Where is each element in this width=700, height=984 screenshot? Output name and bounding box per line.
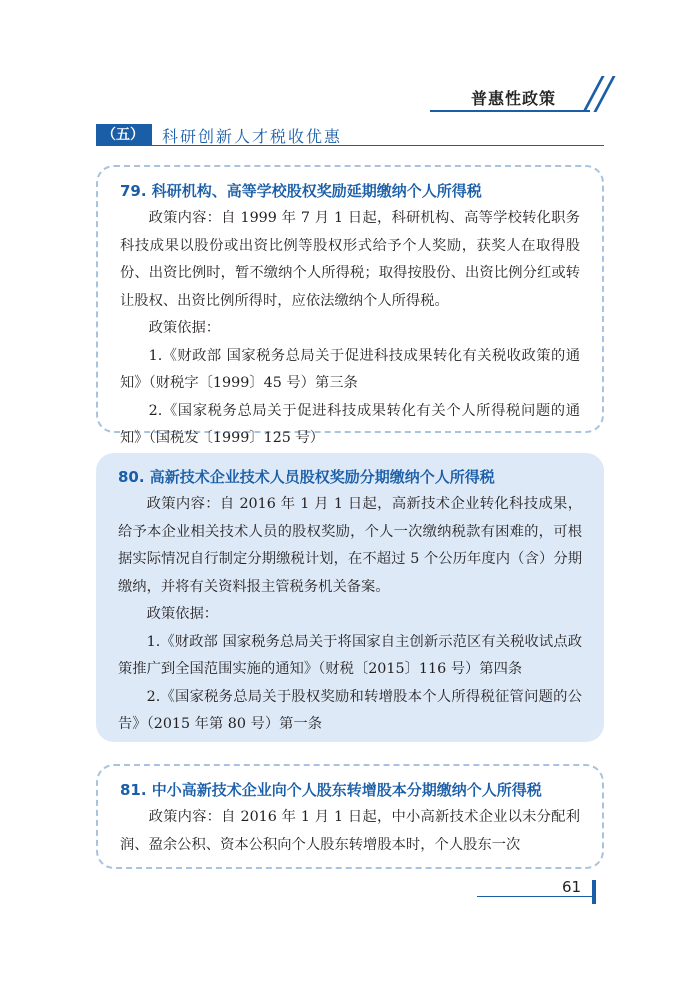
policy-basis-item: 1.《财政部 国家税务总局关于将国家自主创新示范区有关税收试点政策推广到全国范围实施的通知》（财税〔2015〕116 号）第四条 [118,633,582,677]
footer-rule [477,896,595,897]
policy-basis-label: 政策依据： [148,320,221,336]
policy-card-79 [96,165,604,446]
policy-basis-item: 2.《国家税务总局关于促进科技成果转化有关个人所得税问题的通知》（国税发〔1999〕125 号） [120,402,580,446]
section-number: （五） [96,124,152,146]
header-title: 普惠性政策 [471,89,557,108]
policy-basis-item: 1.《财政部 国家税务总局关于促进科技成果转化有关税收政策的通知》（财税字〔1999〕45 号）第三条 [120,347,580,391]
section-heading [96,124,342,146]
policy-content: 政策内容：自 2016 年 1 月 1 日起，高新技术企业转化科技成果，给予本企业相关技术人员的股权奖励，个人一次缴纳税款有困难的，可根据实际情况自行制定分期缴税计划，在不超过 5 个公历年度内（含）分期缴纳，并将有关资料报主管税务机关备案。 [118,496,582,595]
policy-card-81 [96,764,604,869]
page-number: 61 [562,878,582,896]
header-rule [430,110,590,112]
section-title: 科研创新人才税收优惠 [162,126,343,146]
policy-title: 80. 高新技术企业技术人员股权奖励分期缴纳个人所得税 [118,468,495,486]
policy-card-80 [96,453,604,742]
policy-content: 政策内容：自 1999 年 7 月 1 日起，科研机构、高等学校转化职务科技成果以股份或出资比例等股权形式给予个人奖励，获奖人在取得股份、出资比例时，暂不缴纳个人所得税；取得按股份、出资比例分红或转让股权、出资比例所得时，应依法缴纳个人所得税。 [120,210,580,309]
policy-title: 81. 中小高新技术企业向个人股东转增股本分期缴纳个人所得税 [120,781,542,799]
footer-bar [592,880,596,904]
policy-content: 政策内容：自 2016 年 1 月 1 日起，中小高新技术企业以未分配利润、盈余公积、资本公积向个人股东转增股本时，个人股东一次 [120,809,580,853]
policy-basis-label: 政策依据： [146,606,219,622]
section-rule [96,145,604,146]
header-slash-decoration [593,76,615,112]
policy-basis-item: 2.《国家税务总局关于股权奖励和转增股本个人所得税征管问题的公告》（2015 年第 80 号）第一条 [118,688,582,732]
header-slash-decoration [582,76,604,112]
policy-title: 79. 科研机构、高等学校股权奖励延期缴纳个人所得税 [120,182,482,200]
